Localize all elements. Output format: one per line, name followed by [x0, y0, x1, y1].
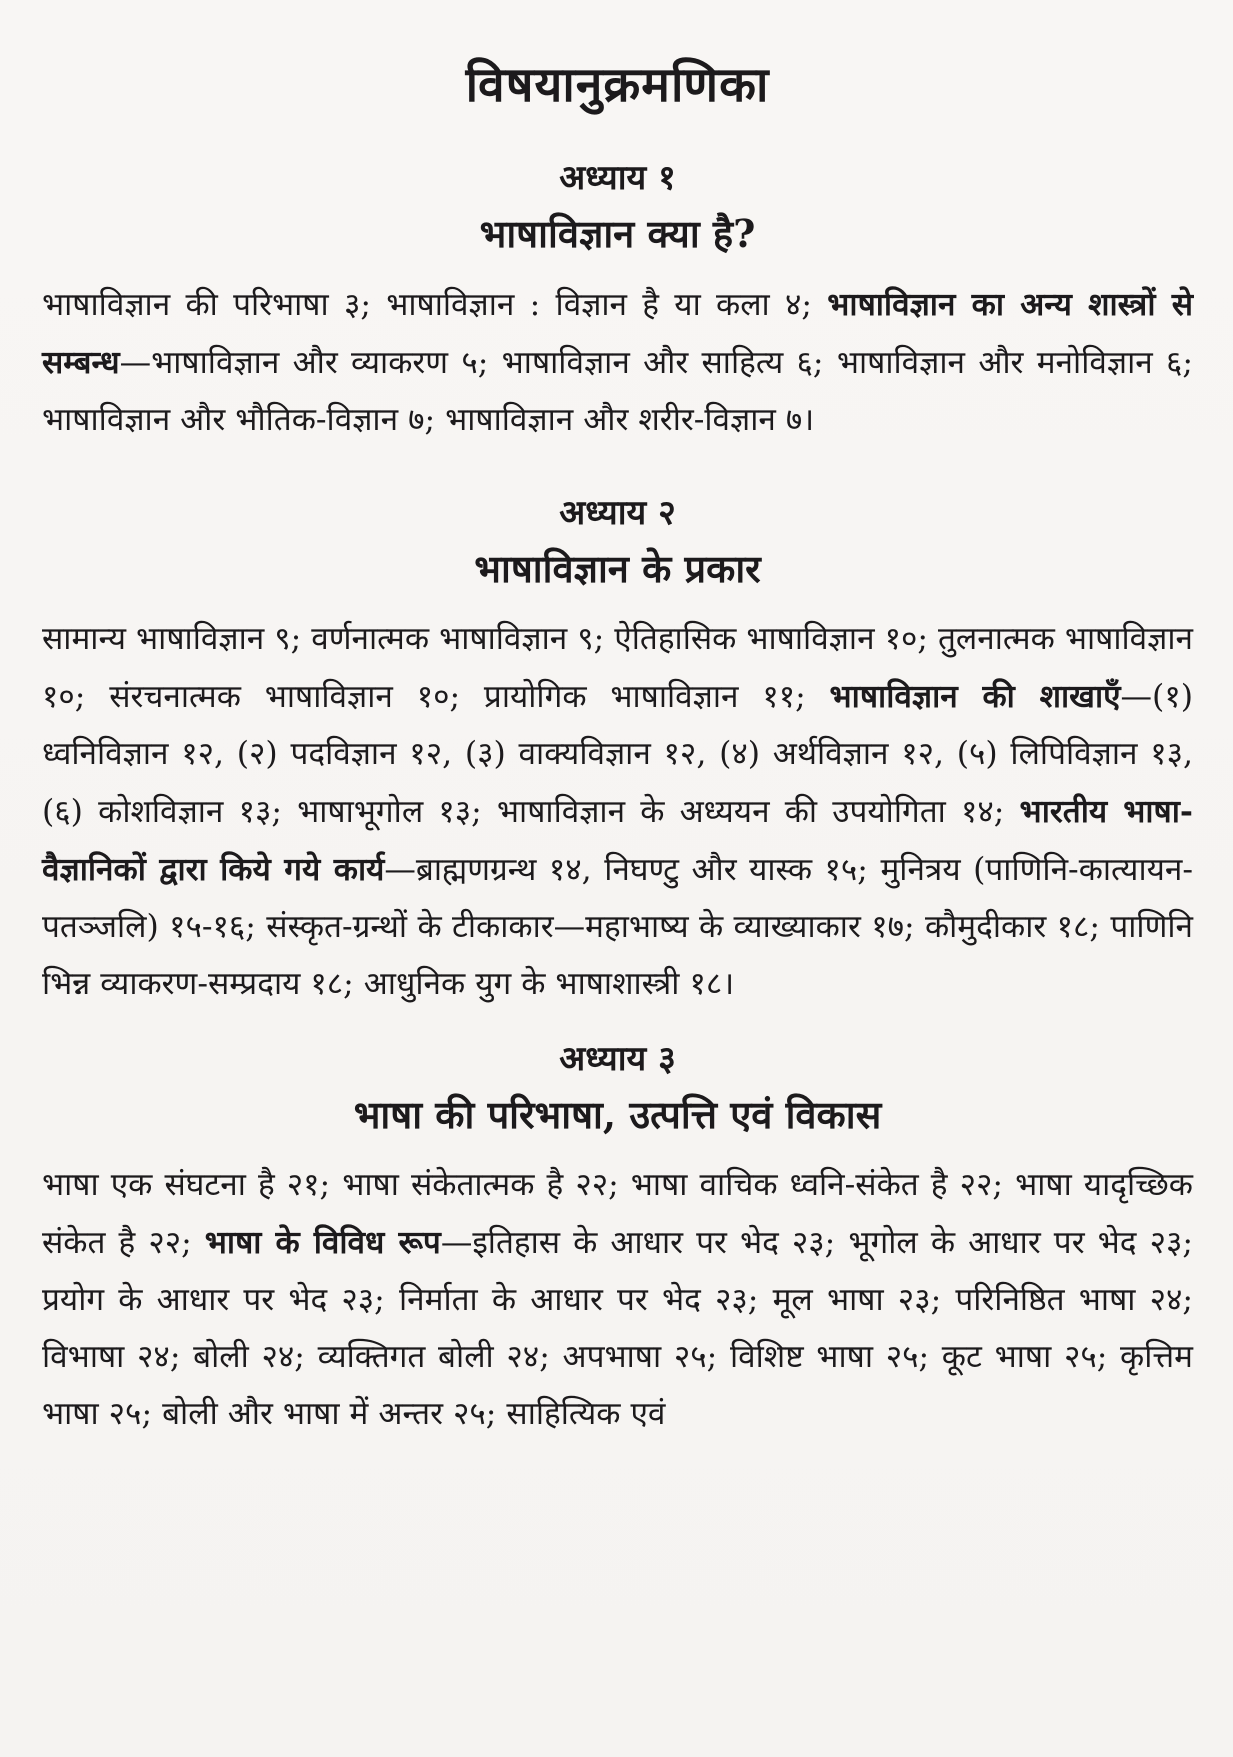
- contents-text: —भाषाविज्ञान और व्याकरण ५; भाषाविज्ञान और साहित्य ६; भाषाविज्ञान और मनोविज्ञान ६; भाषाविज्ञान और भौतिक-विज्ञान ७; भाषाविज्ञान और शरीर-विज्ञान ७।: [42, 345, 1193, 438]
- page-title: विषयानुक्रमणिका: [465, 57, 770, 113]
- contents-text: —ब्राह्मणग्रन्थ १४, निघण्टु और यास्क १५; मुनित्रय (पाणिनि-कात्यायन-पतञ्जलि) १५-१६; संस्कृत-ग्रन्थों के टीकाकार—महाभाष्य के व्याख्याकार १७; कौमुदीकार १८; पाणिनि भिन्न व्याकरण-सम्प्रदाय १८; आधुनिक युग के भाषाशास्त्री १८।: [42, 852, 1193, 1002]
- contents-text: सामान्य भाषाविज्ञान ९; वर्णनात्मक भाषाविज्ञान ९; ऐतिहासिक भाषाविज्ञान १०; तुलनात्मक भाषाविज्ञान १०; संरचनात्मक भाषाविज्ञान १०; प्रायोगिक भाषाविज्ञान ११;: [42, 621, 1193, 715]
- chapter-title: भाषाविज्ञान क्या है?: [479, 211, 756, 256]
- chapter-contents: [42, 276, 1193, 449]
- contents-bold-heading: भारतीय भाषा-वैज्ञानिकों द्वारा किये गये कार्य: [42, 793, 1193, 888]
- contents-bold-heading: भाषाविज्ञान की शाखाएँ: [829, 678, 1121, 715]
- chapter-title: भाषाविज्ञान के प्रकार: [474, 546, 761, 591]
- contents-bold-heading: भाषाविज्ञान का अन्य शास्त्रों से सम्बन्ध: [42, 286, 1193, 381]
- chapter-contents: [42, 1157, 1193, 1443]
- contents-text: भाषाविज्ञान की परिभाषा ३; भाषाविज्ञान : विज्ञान है या कला ४;: [42, 287, 828, 323]
- chapter-2: [42, 487, 1193, 1013]
- chapter-number: अध्याय १: [559, 158, 676, 198]
- chapter-1: [42, 152, 1193, 449]
- chapter-number: अध्याय ३: [559, 1039, 676, 1079]
- chapter-title: भाषा की परिभाषा, उत्पत्ति एवं विकास: [353, 1092, 882, 1137]
- chapter-number: अध्याय २: [559, 493, 676, 533]
- contents-text: —इतिहास के आधार पर भेद २३; भूगोल के आधार पर भेद २३; प्रयोग के आधार पर भेद २३; निर्माता के आधार पर भेद २३; मूल भाषा २३; परिनिष्ठित भाषा २४; विभाषा २४; बोली २४; व्यक्तिगत बोली २४; अपभाषा २५; विशिष्ट भाषा २५; कूट भाषा २५; कृत्तिम भाषा २५; बोली और भाषा में अन्तर २५; साहित्यिक एवं: [42, 1225, 1193, 1432]
- contents-bold-heading: भाषा के विविध रूप: [204, 1224, 441, 1261]
- chapter-contents: [42, 611, 1193, 1013]
- contents-text: भाषा एक संघटना है २१; भाषा संकेतात्मक है २२; भाषा वाचिक ध्वनि-संकेत है २२; भाषा यादृच्छिक संकेत है २२;: [42, 1167, 1193, 1261]
- chapter-3: [42, 1033, 1193, 1443]
- contents-text: —(१) ध्वनिविज्ञान १२, (२) पदविज्ञान १२, (३) वाक्यविज्ञान १२, (४) अर्थविज्ञान १२, (५) लिपिविज्ञान १३, (६) कोशविज्ञान १३; भाषाभूगोल १३; भाषाविज्ञान के अध्ययन की उपयोगिता १४;: [42, 679, 1193, 830]
